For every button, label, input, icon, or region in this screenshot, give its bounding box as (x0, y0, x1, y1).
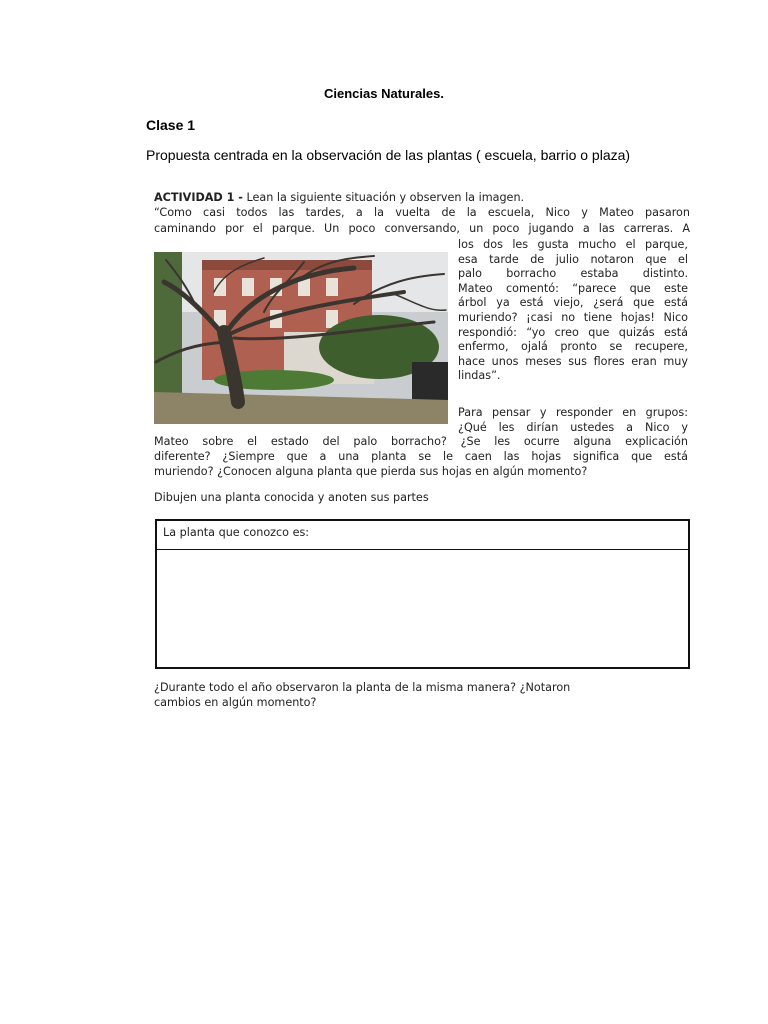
story-line: enfermo, ojalá pronto se recupere, (458, 340, 688, 354)
story-line: Mateo comentó: “parece que este (458, 281, 688, 295)
class-heading: Clase 1 (146, 117, 196, 133)
question-line: diferente? ¿Siempre que a una planta se le caen las hojas significa que está (154, 449, 688, 463)
drawing-box-label: La planta que conozco es: (157, 521, 688, 550)
page-title: Ciencias Naturales. (324, 86, 444, 101)
story-line: hace unos meses sus flores eran muy (458, 354, 688, 368)
activity-title (154, 190, 690, 205)
questions-side-column (458, 406, 688, 435)
activity-intro (154, 190, 690, 236)
closing-question (154, 681, 688, 710)
question-line: Mateo sobre el estado del palo borracho? ¿Se les ocurre alguna explicación (154, 435, 688, 448)
story-line: lindas”. (458, 369, 501, 383)
story-line: palo borracho estaba distinto. (458, 267, 688, 281)
closing-line: cambios en algún momento? (154, 695, 317, 709)
question-line: Para pensar y responder en grupos: (458, 406, 688, 419)
tree-photo (154, 252, 448, 424)
drawing-box[interactable] (155, 519, 690, 669)
questions-block (154, 435, 688, 479)
draw-instruction: Dibujen una planta conocida y anoten sus partes (154, 491, 429, 504)
story-line: respondió: “yo creo que quizás está (458, 325, 688, 339)
story-line: caminando por el parque. Un poco conversando, un poco jugando a las carreras. A (154, 221, 690, 235)
activity-instruction: Lean la siguiente situación y observen la imagen. (242, 191, 525, 204)
closing-line: ¿Durante todo el año observaron la planta de la misma manera? ¿Notaron (154, 681, 571, 694)
proposal-text: Propuesta centrada en la observación de las plantas ( escuela, barrio o plaza) (146, 147, 631, 163)
story-side-column (458, 238, 688, 384)
story-line: “Como casi todos las tardes, a la vuelta de la escuela, Nico y Mateo pasaron (154, 206, 690, 220)
activity-label: ACTIVIDAD 1 - (154, 191, 243, 204)
story-line: muriendo? ¡casi no tiene hojas! Nico (458, 310, 688, 324)
story-line: esa tarde de julio notaron que el (458, 252, 688, 266)
story-line: los dos les gusta mucho el parque, (458, 238, 688, 251)
story-line: árbol ya está viejo, ¿será que está (458, 296, 688, 310)
question-line: ¿Qué les dirían ustedes a Nico y (458, 420, 688, 434)
question-line: muriendo? ¿Conocen alguna planta que pierda sus hojas en algún momento? (154, 464, 588, 478)
